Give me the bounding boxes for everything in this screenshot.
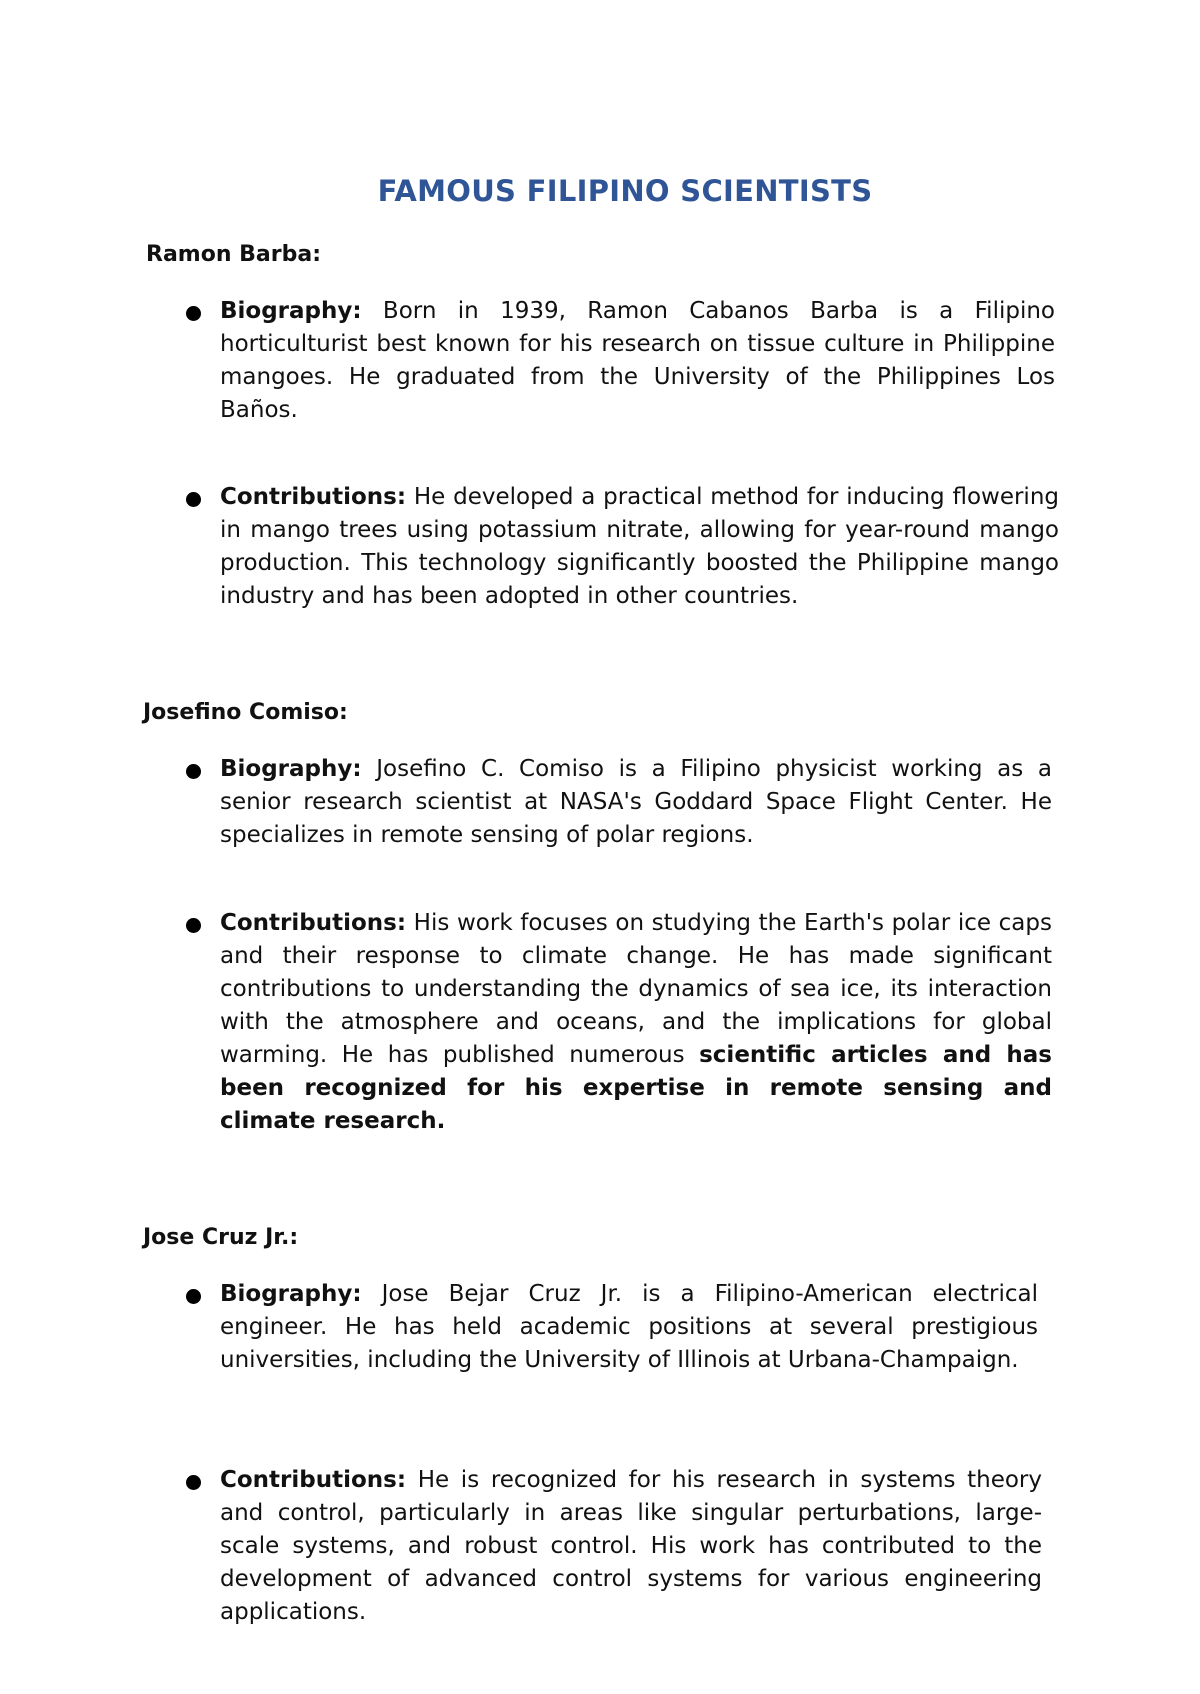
bullet-icon: [186, 492, 201, 507]
biography-text: Born in 1939, Ramon Cabanos Barba is a Filipino horticulturist best known for his research on tissue culture in Philippine mangoes. He graduated from the University of the Philippines Los Baños.: [220, 298, 1055, 423]
bullet-icon: [186, 764, 201, 779]
biography-text: Josefino C. Comiso is a Filipino physicist working as a senior research scientist at NASA's Goddard Space Flight Center. He specializes in remote sensing of polar regions.: [220, 756, 1052, 848]
bullet-icon: [186, 306, 201, 321]
contributions-entry: [220, 907, 1052, 1138]
contributions-label: Contributions:: [220, 484, 407, 510]
bullet-icon: [186, 918, 201, 933]
bullet-icon: [186, 1475, 201, 1490]
scientist-name-heading: Josefino Comiso:: [143, 700, 348, 725]
biography-label: Biography:: [220, 1281, 362, 1307]
contributions-text: He developed a practical method for inducing flowering in mango trees using potassium nitrate, allowing for year-round mango production. This technology significantly boosted the Philippine mango industry and has been adopted in other countries.: [220, 484, 1059, 609]
biography-entry: [220, 753, 1052, 852]
biography-label: Biography:: [220, 756, 362, 782]
biography-entry: [220, 295, 1055, 427]
biography-entry: [220, 1278, 1038, 1377]
contributions-entry: [220, 1464, 1042, 1629]
bullet-icon: [186, 1289, 201, 1304]
contributions-entry: [220, 481, 1059, 613]
contributions-text: He is recognized for his research in systems theory and control, particularly in areas like singular perturbations, large-scale systems, and robust control. His work has contributed to the development of advanced control systems for various engineering applications.: [220, 1467, 1042, 1625]
biography-label: Biography:: [220, 298, 362, 324]
scientist-name-heading: Ramon Barba:: [146, 242, 322, 267]
contributions-bold-text: scientific articles and has been recognized for his expertise in remote sensing and climate research.: [220, 1042, 1052, 1134]
document-title: FAMOUS FILIPINO SCIENTISTS: [377, 174, 873, 208]
contributions-label: Contributions:: [220, 1467, 407, 1493]
biography-text: Jose Bejar Cruz Jr. is a Filipino-American electrical engineer. He has held academic positions at several prestigious universities, including the University of Illinois at Urbana-Champaign.: [220, 1281, 1038, 1373]
contributions-text: His work focuses on studying the Earth's polar ice caps and their response to climate change. He has made significant contributions to understanding the dynamics of sea ice, its interaction with the atmosphere and oceans, and the implications for global warming. He has published numerous: [220, 910, 1052, 1068]
scientist-name-heading: Jose Cruz Jr.:: [143, 1225, 299, 1250]
contributions-label: Contributions:: [220, 910, 407, 936]
